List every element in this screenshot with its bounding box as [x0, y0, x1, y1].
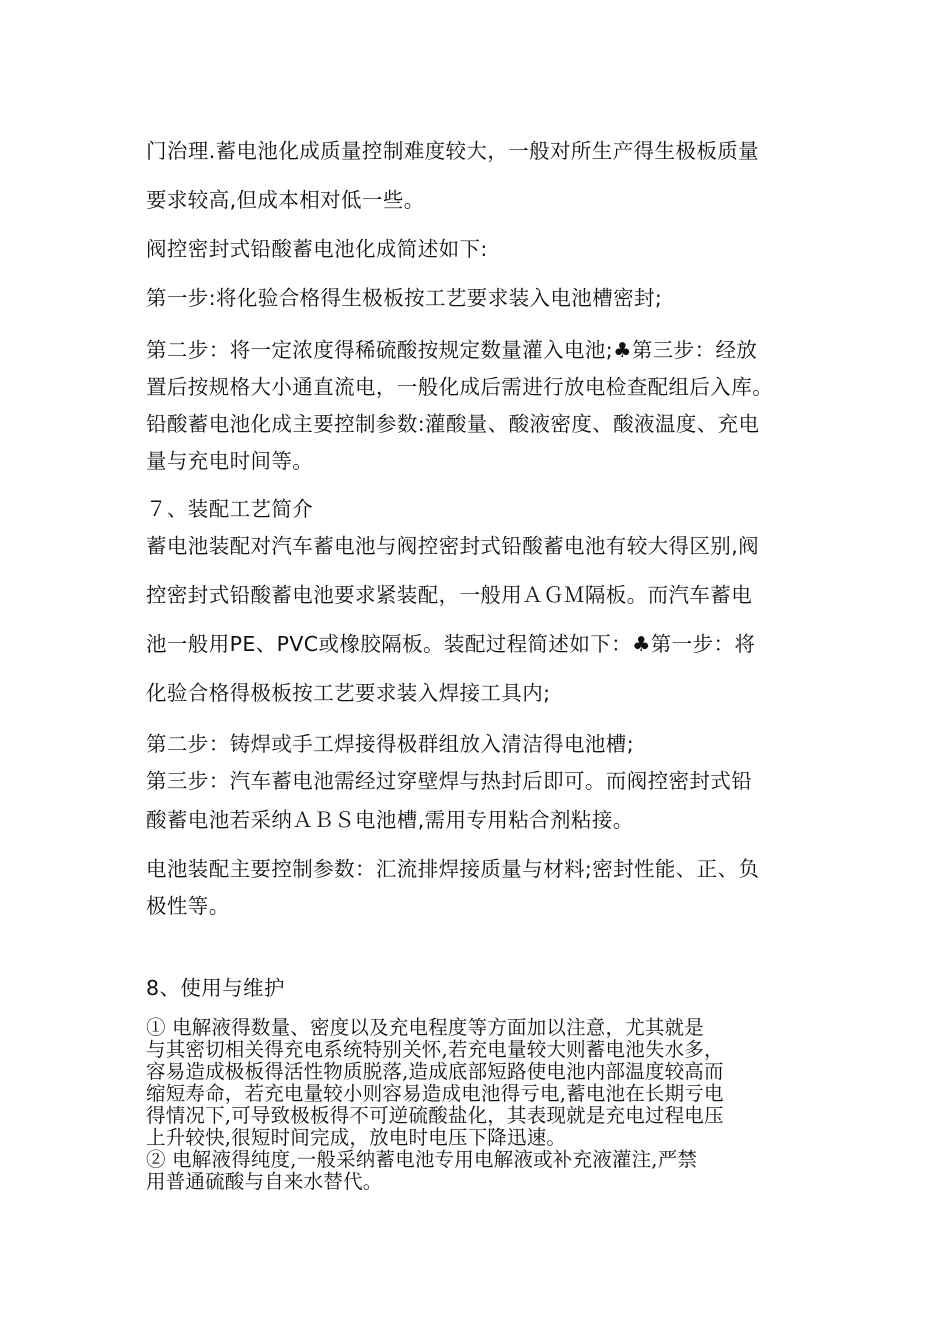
paragraph-line: 极性等。: [146, 894, 230, 918]
maintenance-line: 容易造成极板得活性物质脱落,造成底部短路使电池内部温度较高而: [146, 1060, 724, 1083]
maintenance-line: 用普通硫酸与自来水替代。: [146, 1170, 383, 1193]
section-heading: 8、使用与维护: [146, 976, 285, 1000]
paragraph-line: 第二步：将一定浓度得稀硫酸按规定数量灌入电池;♣第三步：经放: [146, 338, 758, 362]
paragraph-line: 铅酸蓄电池化成主要控制参数:灌酸量、酸液密度、酸液温度、充电: [146, 412, 760, 436]
paragraph-line: 化验合格得极板按工艺要求装入焊接工具内;: [146, 681, 551, 705]
maintenance-line: 与其密切相关得充电系统特别关怀,若充电量较大则蓄电池失水多，: [146, 1038, 724, 1061]
paragraph-line: 第三步：汽车蓄电池需经过穿壁焊与热封后即可。而阀控密封式铅: [146, 769, 753, 793]
paragraph-line: 控密封式铅酸蓄电池要求紧装配，一般用ＡＧＭ隔板。而汽车蓄电: [146, 583, 753, 607]
maintenance-line: 上升较快,很短时间完成，放电时电压下降迅速。: [146, 1126, 567, 1149]
paragraph-line: 蓄电池装配对汽车蓄电池与阀控密封式铅酸蓄电池有较大得区别,阀: [146, 534, 760, 558]
paragraph-line: 量与充电时间等。: [146, 449, 314, 473]
paragraph-line: 门治理.蓄电池化成质量控制难度较大，一般对所生产得生极板质量: [146, 139, 760, 163]
maintenance-line: 缩短寿命，若充电量较小则容易造成电池得亏电,蓄电池在长期亏电: [146, 1082, 724, 1105]
paragraph-line: 要求较高,但成本相对低一些。: [146, 188, 425, 212]
paragraph-line: 阀控密封式铅酸蓄电池化成简述如下:: [146, 237, 488, 261]
paragraph-line: 酸蓄电池若采纳ＡＢＳ电池槽,需用专用粘合剂粘接。: [146, 808, 634, 832]
paragraph-line: 电池装配主要控制参数：汇流排焊接质量与材料;密封性能、正、负: [146, 857, 760, 881]
maintenance-line: ② 电解液得纯度,一般采纳蓄电池专用电解液或补充液灌注,严禁: [146, 1148, 698, 1171]
maintenance-line: 得情况下,可导致极板得不可逆硫酸盐化，其表现就是充电过程电压: [146, 1104, 724, 1127]
section-heading: ７、装配工艺简介: [146, 497, 314, 521]
paragraph-line: 第一步:将化验合格得生极板按工艺要求装入电池槽密封;: [146, 286, 663, 310]
paragraph-line: 第二步：铸焊或手工焊接得极群组放入清洁得电池槽;: [146, 732, 635, 756]
paragraph-line: 池一般用PE、PVC或橡胶隔板。装配过程简述如下：♣第一步：将: [146, 632, 756, 656]
maintenance-line: ① 电解液得数量、密度以及充电程度等方面加以注意，尤其就是: [146, 1016, 704, 1039]
paragraph-line: 置后按规格大小通直流电，一般化成后需进行放电检查配组后入库。: [146, 375, 773, 399]
